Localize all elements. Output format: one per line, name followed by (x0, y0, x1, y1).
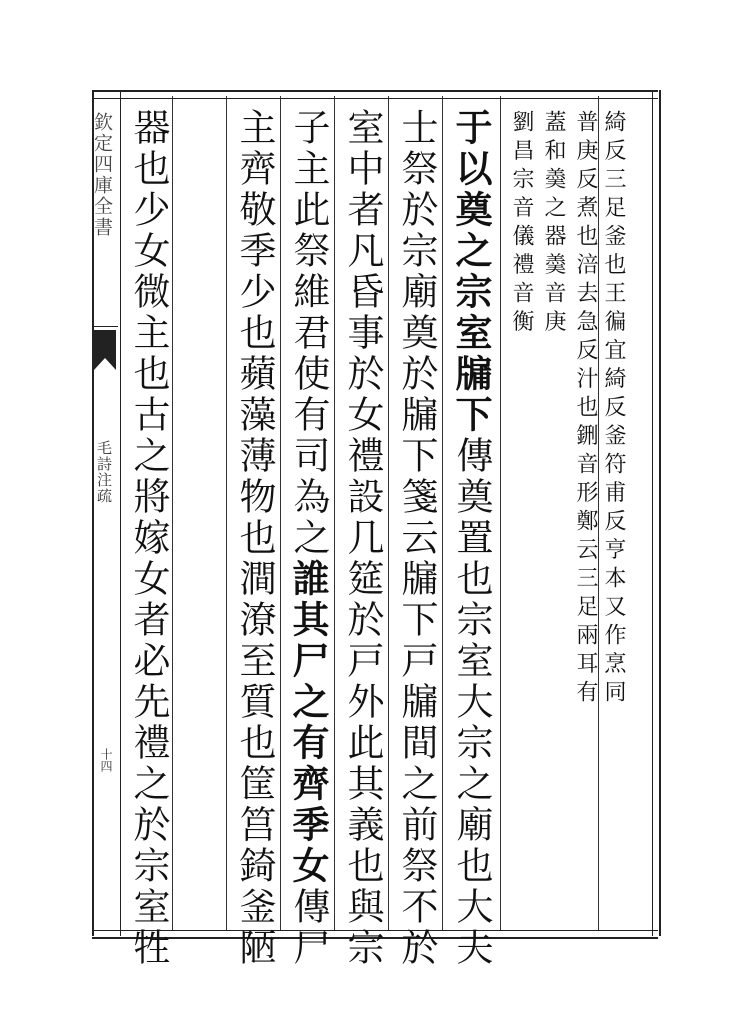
frame-right-border (652, 90, 661, 936)
scripture-text: 誰其尸之有齊季女 (286, 559, 330, 887)
text-column-4: 劉昌宗音儀禮音衡 (509, 110, 534, 338)
column-rule (388, 96, 389, 930)
text-column-8 (282, 108, 334, 969)
column-rule (280, 96, 281, 930)
gutter-page-number: 十四 (99, 748, 113, 772)
column-rule (226, 96, 227, 930)
column-rule (598, 96, 599, 930)
gutter-book-name: 毛詩注疏 (95, 440, 113, 504)
text-column-10: 器也少女微主也古之將嫁女者必先禮之於宗室牲 (127, 108, 170, 969)
frame-top-border (92, 90, 658, 99)
commentary-text: 傳尸 (287, 887, 330, 969)
text-column-9: 主齊敬季少也蘋藻薄物也澗潦至質也筐筥錡釜陋 (233, 108, 276, 969)
text-column-6: 士祭於宗廟奠於牖下箋云牖下戸牖間之前祭不於 (395, 108, 438, 969)
gutter-title: 欽定四庫全書 (91, 112, 113, 238)
column-rule (500, 96, 501, 930)
text-column-3: 蓋和羮之器羮音庚 (541, 110, 566, 338)
scripture-text: 于以奠之宗室牖下 (449, 108, 493, 436)
text-column-7: 室中者凡昏事於女禮設几筵於戸外此其義也與宗 (341, 108, 384, 969)
text-column-5 (445, 108, 497, 969)
column-rule (442, 96, 443, 930)
column-rule (334, 96, 335, 930)
commentary-text: 傳奠置也宗室大宗之廟也大夫 (450, 436, 493, 969)
commentary-text: 子主此祭維君使有司為之 (287, 108, 330, 559)
text-column-1: 綺反三足釜也王徧宜綺反釜符甫反亨本又作烹同 (601, 110, 626, 709)
text-column-2: 普庚反煮也涪去急反汁也鉶音形鄭云三足兩耳有 (573, 110, 598, 709)
